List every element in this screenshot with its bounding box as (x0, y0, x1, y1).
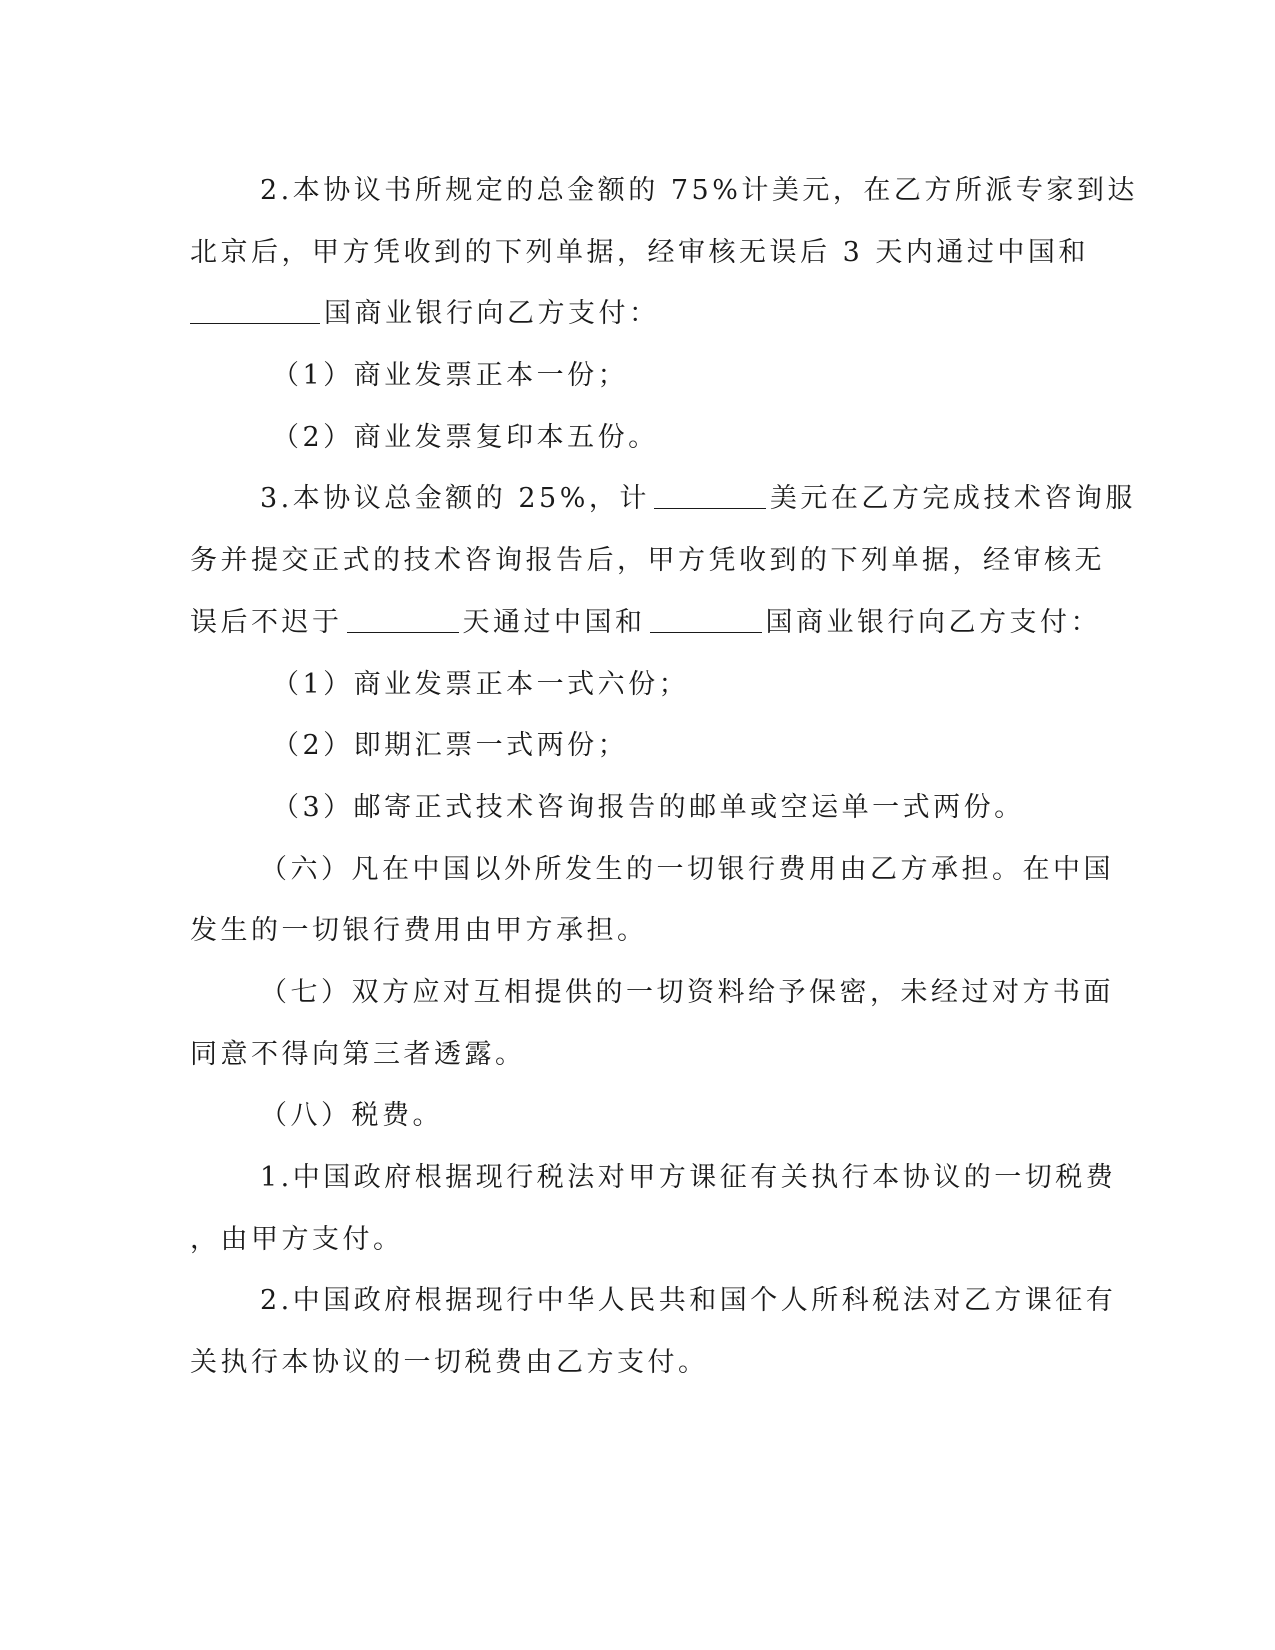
list-item (190, 345, 1080, 407)
text-run: （2）即期汇票一式两份； (272, 730, 629, 762)
text-run: （六）凡在中国以外所发生的一切银行费用由乙方承担。在中国 (260, 853, 1114, 885)
text-run: （2）商业发票复印本五份。 (272, 421, 659, 453)
text-run: 关执行本协议的一切税费由乙方支付。 (190, 1347, 709, 1379)
text-run: ，由甲方支付。 (190, 1223, 404, 1255)
paragraph-line (190, 222, 1089, 284)
paragraph-line (190, 900, 1080, 962)
text-run: 误后不迟于 (190, 606, 343, 638)
text-run: 国商业银行向乙方支付： (765, 606, 1101, 638)
paragraph-line (190, 1209, 1080, 1271)
list-item (190, 715, 1080, 777)
text-run: （八）税费。 (260, 1100, 443, 1132)
section-heading (190, 1085, 1080, 1147)
paragraph-line (190, 530, 1105, 592)
list-item (190, 777, 1080, 839)
paragraph-line (190, 592, 1101, 654)
paragraph-line (190, 283, 1080, 345)
text-run: 天通过中国和 (462, 606, 646, 638)
text-run: 1.中国政府根据现行税法对甲方课征有关执行本协议的一切税费 (260, 1162, 1117, 1193)
paragraph-line (190, 1147, 1117, 1209)
text-run: （1）商业发票正本一式六份； (272, 668, 690, 700)
text-run: （1）商业发票正本一份； (272, 360, 629, 392)
text-run: 发生的一切银行费用由甲方承担。 (190, 915, 648, 947)
paragraph-line (190, 839, 1114, 901)
paragraph-line (190, 1270, 1117, 1332)
list-item (190, 407, 1080, 469)
text-run: 2.中国政府根据现行中华人民共和国个人所科税法对乙方课征有 (260, 1285, 1117, 1317)
fill-in-blank (190, 299, 320, 324)
text-run: 国商业银行向乙方支付： (324, 298, 660, 330)
fill-in-blank (650, 608, 762, 633)
fill-in-blank (654, 484, 766, 509)
paragraph-line (190, 1332, 1080, 1394)
text-run: （3）邮寄正式技术咨询报告的邮单或空运单一式两份。 (272, 791, 1025, 823)
text-run: 2.本协议书所规定的总金额的 75%计美元，在乙方所派专家到达 (260, 175, 1138, 206)
paragraph-line (190, 962, 1114, 1024)
text-run: 美元在乙方完成技术咨询服 (769, 483, 1136, 515)
paragraph-line (190, 160, 1138, 222)
text-run: 同意不得向第三者透露。 (190, 1038, 526, 1070)
paragraph-line (190, 468, 1136, 530)
text-run: 3.本协议总金额的 25%，计 (260, 483, 650, 515)
text-run: 北京后，甲方凭收到的下列单据，经审核无误后 3 天内通过中国和 (190, 236, 1089, 268)
list-item (190, 654, 1080, 716)
document-body (190, 160, 1138, 1394)
text-run: 务并提交正式的技术咨询报告后，甲方凭收到的下列单据，经审核无 (190, 545, 1105, 577)
text-run: （七）双方应对互相提供的一切资料给予保密，未经过对方书面 (260, 976, 1114, 1008)
fill-in-blank (347, 608, 459, 633)
paragraph-line (190, 1024, 1080, 1086)
